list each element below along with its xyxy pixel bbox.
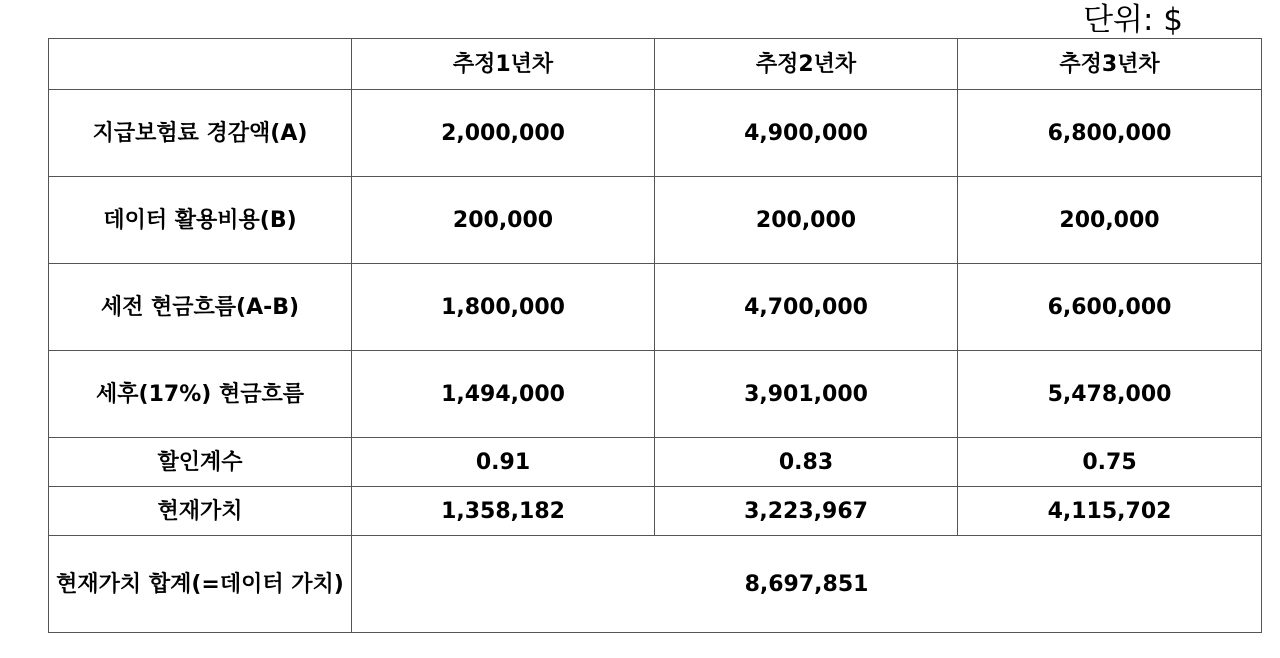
table-cell: 3,223,967 xyxy=(655,487,958,536)
table-cell: 6,600,000 xyxy=(958,264,1262,351)
total-row xyxy=(49,536,1262,633)
total-label: 현재가치 합계(=데이터 가치) xyxy=(49,536,352,633)
table-row xyxy=(49,264,1262,351)
unit-label: 단위: $ xyxy=(1083,2,1183,38)
table-row xyxy=(49,90,1262,177)
header-cell-year2: 추정2년차 xyxy=(655,39,958,90)
header-cell-empty xyxy=(49,39,352,90)
table-cell: 5,478,000 xyxy=(958,351,1262,438)
header-cell-year1: 추정1년차 xyxy=(352,39,655,90)
table-row xyxy=(49,438,1262,487)
table-row xyxy=(49,487,1262,536)
table-cell: 0.75 xyxy=(958,438,1262,487)
table-cell: 3,901,000 xyxy=(655,351,958,438)
row-label: 지급보험료 경감액(A) xyxy=(49,90,352,177)
table-cell: 0.83 xyxy=(655,438,958,487)
row-label: 세후(17%) 현금흐름 xyxy=(49,351,352,438)
table-cell: 2,000,000 xyxy=(352,90,655,177)
table-cell: 4,115,702 xyxy=(958,487,1262,536)
table-cell: 200,000 xyxy=(352,177,655,264)
row-label: 데이터 활용비용(B) xyxy=(49,177,352,264)
table-cell: 200,000 xyxy=(655,177,958,264)
header-cell-year3: 추정3년차 xyxy=(958,39,1262,90)
row-label: 할인계수 xyxy=(49,438,352,487)
table-cell: 1,494,000 xyxy=(352,351,655,438)
table-cell: 1,358,182 xyxy=(352,487,655,536)
table-cell: 200,000 xyxy=(958,177,1262,264)
row-label: 세전 현금흐름(A-B) xyxy=(49,264,352,351)
table-row xyxy=(49,351,1262,438)
total-value: 8,697,851 xyxy=(352,536,1262,633)
table-row xyxy=(49,177,1262,264)
row-label: 현재가치 xyxy=(49,487,352,536)
table-cell: 4,700,000 xyxy=(655,264,958,351)
table-cell: 4,900,000 xyxy=(655,90,958,177)
table-cell: 0.91 xyxy=(352,438,655,487)
table-cell: 6,800,000 xyxy=(958,90,1262,177)
header-row xyxy=(49,39,1262,90)
table-cell: 1,800,000 xyxy=(352,264,655,351)
data-value-table xyxy=(48,38,1262,633)
